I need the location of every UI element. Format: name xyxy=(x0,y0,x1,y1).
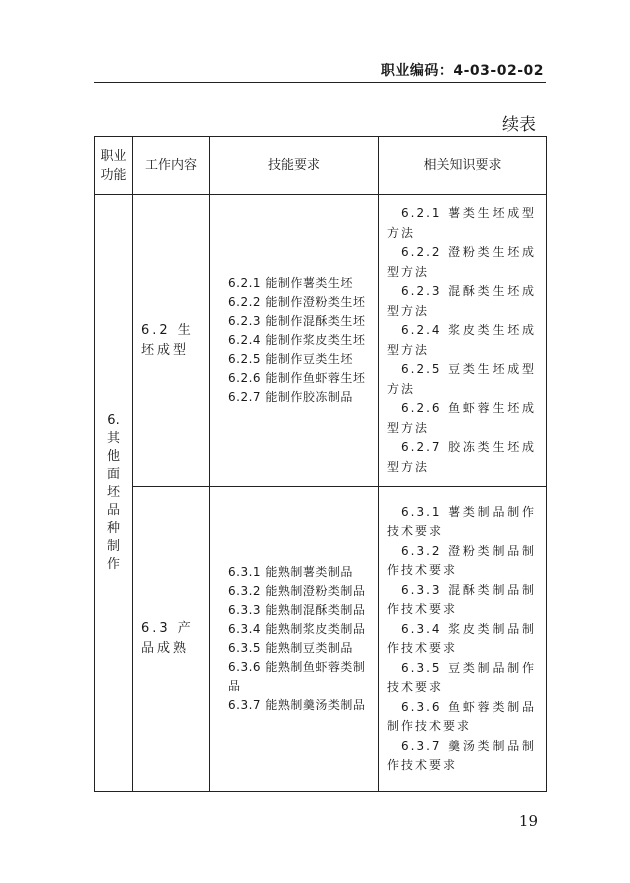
skill-item: 6.2.5 能制作豆类生坯 xyxy=(228,352,353,366)
knowledge-item: 6.2.5 豆类生坯成型方法 xyxy=(387,362,536,396)
table-row xyxy=(95,195,547,487)
header-work: 工作内容 xyxy=(133,137,210,195)
header-row xyxy=(95,137,547,195)
continued-label: 续表 xyxy=(502,115,536,135)
function-char: 面 xyxy=(106,467,120,482)
skills-cell xyxy=(210,487,379,792)
skill-item: 6.3.5 能熟制豆类制品 xyxy=(228,641,353,655)
knowledge-item: 6.2.1 薯类生坯成型方法 xyxy=(387,206,536,240)
skill-item: 6.3.3 能熟制混酥类制品 xyxy=(228,603,366,617)
table-row xyxy=(95,487,547,792)
knowledge-item: 6.2.6 鱼虾蓉生坯成型方法 xyxy=(387,401,536,435)
knowledge-item: 6.3.3 混酥类制品制作技术要求 xyxy=(387,582,536,616)
skill-item: 6.2.6 能制作鱼虾蓉生坯 xyxy=(228,371,366,385)
header-knowledge: 相关知识要求 xyxy=(379,137,547,195)
skill-item: 6.3.1 能熟制薯类制品 xyxy=(228,565,353,579)
occupation-code: 职业编码：4-03-02-02 xyxy=(380,63,544,79)
skill-item: 6.3.2 能熟制澄粉类制品 xyxy=(228,584,366,598)
function-char: 制 xyxy=(106,539,120,554)
header-skills: 技能要求 xyxy=(210,137,379,195)
function-char: 作 xyxy=(106,557,120,572)
skill-item: 6.2.4 能制作浆皮类生坯 xyxy=(228,333,366,347)
function-char: 种 xyxy=(106,521,120,536)
skill-item: 6.3.7 能熟制羹汤类制品 xyxy=(228,698,366,712)
work-content-cell xyxy=(133,487,210,792)
function-cell xyxy=(95,195,133,792)
header-rule xyxy=(94,82,546,83)
knowledge-item: 6.3.1 薯类制品制作技术要求 xyxy=(387,504,536,538)
work-content: 6.2 生坯成型 xyxy=(141,322,194,358)
knowledge-item: 6.3.5 豆类制品制作技术要求 xyxy=(387,660,536,694)
function-char: 品 xyxy=(106,503,120,518)
knowledge-item: 6.3.2 澄粉类制品制作技术要求 xyxy=(387,543,536,577)
function-char: 他 xyxy=(106,449,120,464)
skill-item: 6.2.1 能制作薯类生坯 xyxy=(228,276,353,290)
knowledge-item: 6.2.4 浆皮类生坯成型方法 xyxy=(387,323,536,357)
skill-item: 6.2.7 能制作胶冻制品 xyxy=(228,390,353,404)
knowledge-item: 6.2.3 混酥类生坯成型方法 xyxy=(387,284,536,318)
work-content-cell xyxy=(133,195,210,487)
skill-item: 6.3.4 能熟制浆皮类制品 xyxy=(228,622,366,636)
skill-item: 6.2.2 能制作澄粉类生坯 xyxy=(228,295,366,309)
function-number: 6. xyxy=(107,413,120,428)
knowledge-item: 6.3.4 浆皮类制品制作技术要求 xyxy=(387,621,536,655)
function-char: 其 xyxy=(106,431,120,446)
knowledge-item: 6.3.7 羹汤类制品制作技术要求 xyxy=(387,738,536,772)
skill-item: 6.3.6 能熟制鱼虾蓉类制品 xyxy=(228,660,366,693)
skill-item: 6.2.3 能制作混酥类生坯 xyxy=(228,314,366,328)
knowledge-item: 6.2.2 澄粉类生坯成型方法 xyxy=(387,245,536,279)
skills-table xyxy=(94,136,547,792)
header-function: 职业 功能 xyxy=(95,137,133,195)
work-content: 6.3 产品成熟 xyxy=(141,621,194,656)
knowledge-cell xyxy=(379,195,547,487)
knowledge-item: 6.3.6 鱼虾蓉类制品制作技术要求 xyxy=(387,699,536,733)
page-number: 19 xyxy=(518,812,538,830)
skills-cell xyxy=(210,195,379,487)
function-char: 坯 xyxy=(106,485,120,500)
knowledge-cell xyxy=(379,487,547,792)
knowledge-item: 6.2.7 胶冻类生坯成型方法 xyxy=(387,440,536,474)
